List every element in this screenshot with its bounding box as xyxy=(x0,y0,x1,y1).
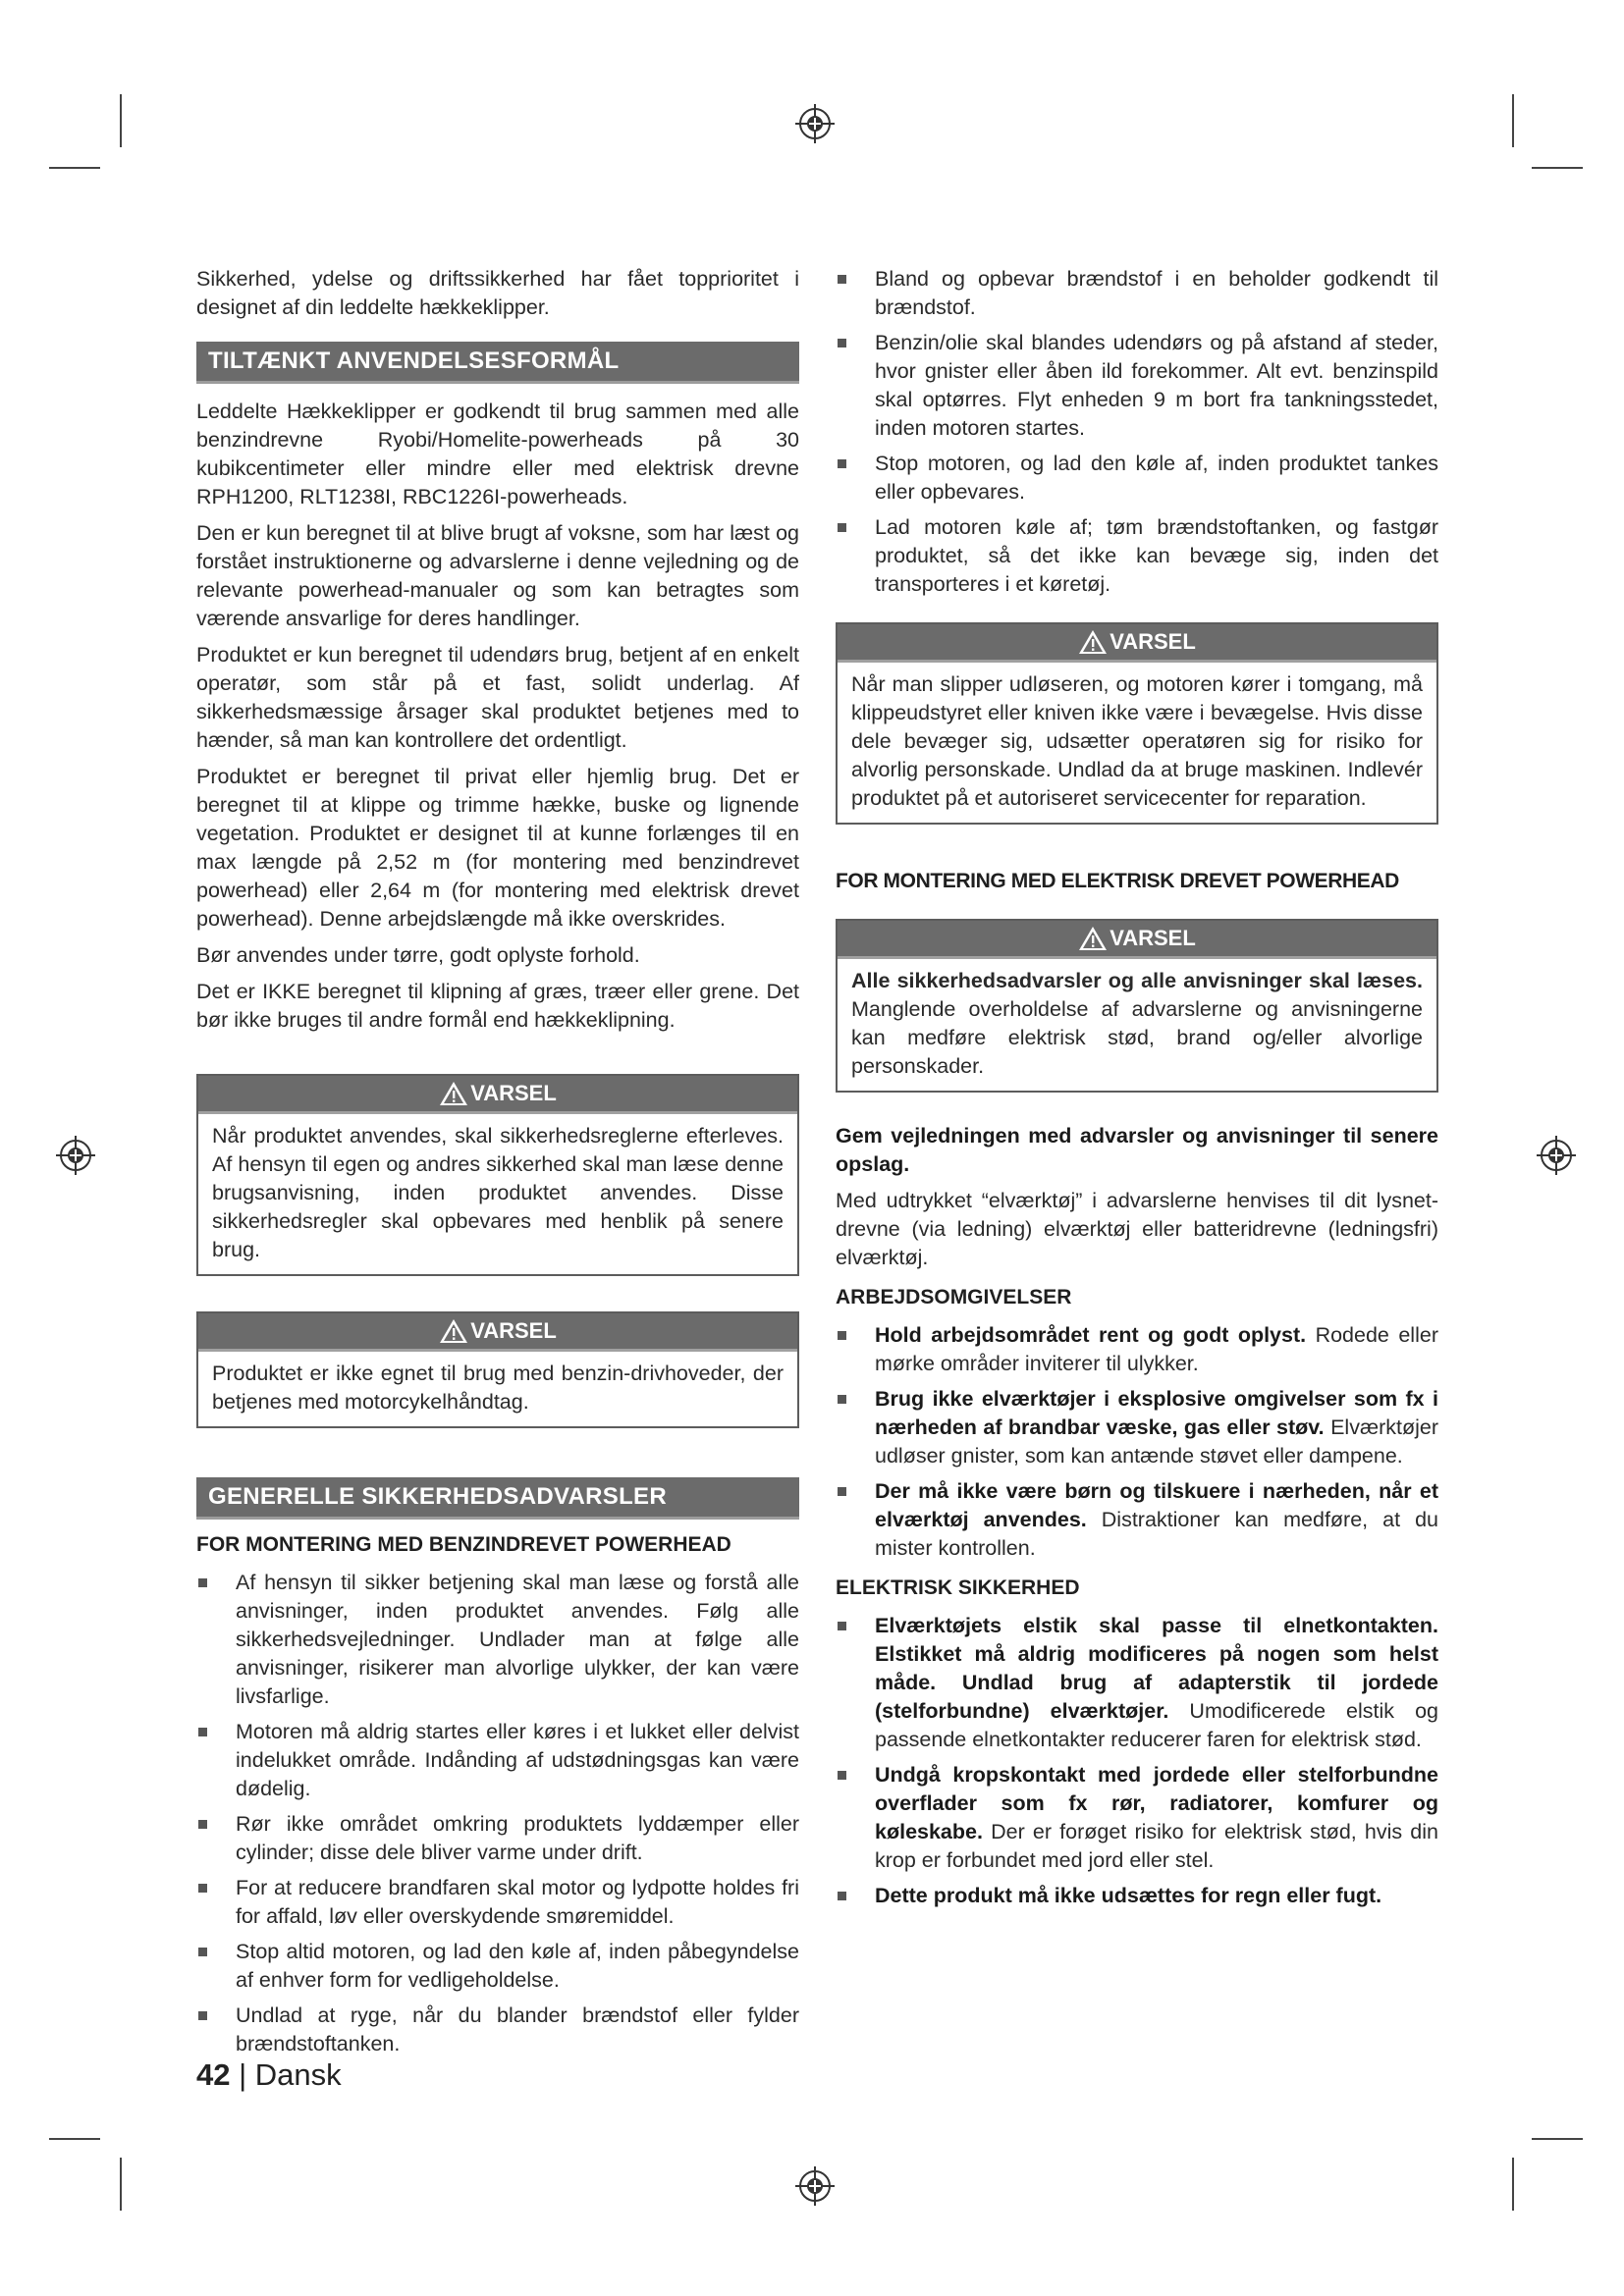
paragraph: Produktet er beregnet til privat eller hjemlig brug. Det er beregnet til at klippe og trimme hække, buske og lignende vegetation. Produktet er designet til at kunne forlænges til en max længde på 2,52 m (for montering med benzindrevet powerhead) eller 2,64 m (for montering med elektrisk drevet powerhead). Denne arbejdslængde må ikke overskrides. xyxy=(196,765,799,931)
subheading-electrical-safety: ELEKTRISK SIKKERHED xyxy=(836,1576,1080,1599)
warning-box xyxy=(196,1311,799,1428)
section-heading-general-safety: GENERELLE SIKKERHEDSADVARSLER xyxy=(196,1477,799,1520)
registration-mark-icon xyxy=(1535,1134,1578,1177)
list-item: Stop altid motoren, og lad den køle af, inden påbegyndelse af enhver form for vedligeholdelse. xyxy=(196,1938,799,1995)
warning-header xyxy=(198,1076,797,1114)
footer-language: Dansk xyxy=(254,2057,342,2092)
warning-label: VARSEL xyxy=(470,1081,557,1105)
bullet-square-icon xyxy=(838,1892,846,1900)
bullet-square-icon xyxy=(838,459,846,468)
list-item: Lad motoren køle af; tøm brændstoftanken, og fastgør produktet, så det ikke kan bevæge sig, inden det transporteres i et køretøj. xyxy=(836,513,1438,599)
subheading-electric-powerhead: FOR MONTERING MED ELEKTRISK DREVET POWERHEAD xyxy=(836,870,1399,892)
list-item: Undgå kropskontakt med jordede eller stelforbundne overflader som fx rør, radiatorer, komfurer og køleskabe. Der er forøget risiko for elektrisk stød, hvis din krop er forbundet med jord eller stel. xyxy=(836,1761,1438,1875)
list-item: Motoren må aldrig startes eller køres i et lukket eller delvist indelukket område. Indånding af udstødningsgas kan være dødelig. xyxy=(196,1718,799,1803)
page-footer xyxy=(196,2057,342,2093)
bullet-square-icon xyxy=(838,1395,846,1404)
list-item: Undlad at ryge, når du blander brændstof eller fylder brændstoftanken. xyxy=(196,2002,799,2058)
warning-header xyxy=(838,624,1436,663)
registration-mark-icon xyxy=(793,102,837,145)
section-heading-intended-use: TILTÆNKT ANVENDELSESFORMÅL xyxy=(196,342,799,384)
list-item: Stop motoren, og lad den køle af, inden produktet tankes eller opbevares. xyxy=(836,450,1438,507)
warning-label: VARSEL xyxy=(470,1318,557,1343)
crop-mark xyxy=(1532,2138,1583,2140)
crop-mark xyxy=(120,94,122,147)
paragraph: Den er kun beregnet til at blive brugt af voksne, som har læst og forstået instruktionerne og advarslerne i denne vejledning og de relevante powerhead-manualer og som kan betragtes som værende ansvarlige for deres handlinger. xyxy=(196,521,799,630)
registration-mark-icon xyxy=(793,2164,837,2208)
paragraph: Bør anvendes under tørre, godt oplyste forhold. xyxy=(196,943,640,967)
warning-text: Når produktet anvendes, skal sikkerhedsreglerne efterleves. Af hensyn til egen og andres sikkerhed skal man læse denne brugsanvisning, inden produktet anvendes. Disse sikkerhedsregler skal opbevares med henblik på senere brug. xyxy=(212,1124,784,1261)
warning-label: VARSEL xyxy=(1110,926,1196,950)
bullet-square-icon xyxy=(838,1622,846,1630)
warning-box xyxy=(836,622,1438,825)
power-tool-definition: Med udtrykket “elværktøj” i advarslerne henvises til dit lysnet-drevne (via ledning) elværktøj eller batteridrevne (ledningsfri) elværktøj. xyxy=(836,1189,1438,1269)
warning-text: Produktet er ikke egnet til brug med benzin-drivhoveder, der betjenes med motorcykelhåndtag. xyxy=(212,1362,784,1414)
warning-box xyxy=(836,919,1438,1093)
warning-header xyxy=(838,921,1436,959)
bullet-square-icon xyxy=(838,339,846,347)
list-item: Af hensyn til sikker betjening skal man læse og forstå alle anvisninger, inden produktet anvendes. Følg alle sikkerhedsvejledninger. Undlader man at følge alle anvisninger, risikerer man alvorlige ulykker, der kan være livsfarlige. xyxy=(196,1569,799,1711)
list-item: Rør ikke området omkring produktets lyddæmper eller cylinder; disse dele bliver varme under drift. xyxy=(196,1810,799,1867)
bullet-square-icon xyxy=(838,275,846,284)
crop-mark xyxy=(49,167,100,169)
bullet-square-icon xyxy=(198,1820,207,1829)
bullet-square-icon xyxy=(198,1948,207,1956)
paragraph: Det er IKKE beregnet til klipning af græs, træer eller grene. Det bør ikke bruges til andre formål end hækkeklipning. xyxy=(196,980,799,1032)
list-item: Elværktøjets elstik skal passe til elnetkontakten. Elstikket må aldrig modificeres på nogen som helst måde. Undlad brug af adapterstik til jordede (stelforbundne) elværktøjer. Umodificerede elstik og passende elnetkontakter reducerer faren for elektrisk stød. xyxy=(836,1612,1438,1754)
keep-instructions: Gem vejledningen med advarsler og anvisninger til senere opslag. xyxy=(836,1124,1438,1176)
warning-text: Når man slipper udløseren, og motoren kører i tomgang, må klippeudstyret eller kniven ikke være i bevægelse. Hvis disse dele bevæger sig, udsætter operatøren sig for risiko for alvorlig personskade. Undlad da at bruge maskinen. Indlevér produktet på et autoriseret servicecenter for reparation. xyxy=(851,672,1423,810)
work-area-list xyxy=(836,1321,1438,1563)
list-item: Benzin/olie skal blandes udendørs og på afstand af steder, hvor gnister eller åben ild forekommer. Alt evt. benzinspild skal optørres. Flyt enheden 9 m bort fra tankningsstedet, inden motoren startes. xyxy=(836,329,1438,443)
crop-mark xyxy=(120,2158,122,2211)
electrical-safety-list xyxy=(836,1612,1438,1910)
warning-box xyxy=(196,1074,799,1276)
subheading-petrol-powerhead: FOR MONTERING MED BENZINDREVET POWERHEAD xyxy=(196,1533,731,1556)
paragraph: Leddelte Hækkeklipper er godkendt til brug sammen med alle benzindrevne Ryobi/Homelite-powerheads på 30 kubikcentimeter eller mindre eller med elektrisk drevne RPH1200, RLT1238I, RBC1226I-powerheads. xyxy=(196,400,799,508)
list-item: Dette produkt må ikke udsættes for regn eller fugt. xyxy=(836,1882,1438,1910)
warning-bold-text: Alle sikkerhedsadvarsler og alle anvisninger skal læses. xyxy=(851,969,1423,992)
warning-label: VARSEL xyxy=(1110,629,1196,654)
subheading-work-area: ARBEJDSOMGIVELSER xyxy=(836,1286,1072,1308)
right-column xyxy=(836,265,1438,1918)
bullet-square-icon xyxy=(838,1331,846,1340)
warning-normal-text: Manglende overholdelse af advarslerne og anvisningerne kan medføre elektrisk stød, brand og/eller alvorlige personskader. xyxy=(851,997,1423,1078)
warning-text xyxy=(838,959,1436,1091)
page-number: 42 xyxy=(196,2057,231,2092)
bullet-square-icon xyxy=(198,1884,207,1893)
list-item: Bland og opbevar brændstof i en beholder godkendt til brændstof. xyxy=(836,265,1438,322)
bullet-square-icon xyxy=(838,523,846,532)
crop-mark xyxy=(1512,94,1514,147)
bullet-square-icon xyxy=(198,2011,207,2020)
paragraph: Produktet er kun beregnet til udendørs brug, betjent af en enkelt operatør, som står på et fast, solidt underlag. Af sikkerhedsmæssige årsager skal produktet betjenes med to hænder, så man kan kontrollere det ordentligt. xyxy=(196,643,799,752)
bullet-square-icon xyxy=(838,1487,846,1496)
crop-mark xyxy=(1532,167,1583,169)
footer-separator: | xyxy=(239,2057,247,2092)
warning-triangle-icon xyxy=(1078,926,1108,951)
warning-triangle-icon xyxy=(439,1081,468,1106)
intro-paragraph: Sikkerhed, ydelse og driftssikkerhed har fået topprioritet i designet af din leddelte hækkeklipper. xyxy=(196,267,799,319)
bullet-square-icon xyxy=(198,1728,207,1736)
crop-mark xyxy=(49,2138,100,2140)
petrol-safety-list xyxy=(196,1569,799,2058)
fuel-safety-list xyxy=(836,265,1438,599)
warning-header xyxy=(198,1313,797,1352)
crop-mark xyxy=(1512,2158,1514,2211)
list-item: Hold arbejdsområdet rent og godt oplyst. Rodede eller mørke områder inviterer til ulykker. xyxy=(836,1321,1438,1378)
bullet-square-icon xyxy=(198,1578,207,1587)
warning-triangle-icon xyxy=(1078,629,1108,655)
list-item: For at reducere brandfaren skal motor og lydpotte holdes fri for affald, løv eller overskydende smøremiddel. xyxy=(196,1874,799,1931)
bullet-square-icon xyxy=(838,1771,846,1780)
left-column xyxy=(196,265,799,2066)
registration-mark-icon xyxy=(54,1134,97,1177)
list-item: Brug ikke elværktøjer i eksplosive omgivelser som fx i nærheden af brandbar væske, gas eller støv. Elværktøjer udløser gnister, som kan antænde støvet eller dampene. xyxy=(836,1385,1438,1470)
warning-triangle-icon xyxy=(439,1318,468,1344)
list-item: Der må ikke være børn og tilskuere i nærheden, når et elværktøj anvendes. Distraktioner kan medføre, at du mister kontrollen. xyxy=(836,1477,1438,1563)
